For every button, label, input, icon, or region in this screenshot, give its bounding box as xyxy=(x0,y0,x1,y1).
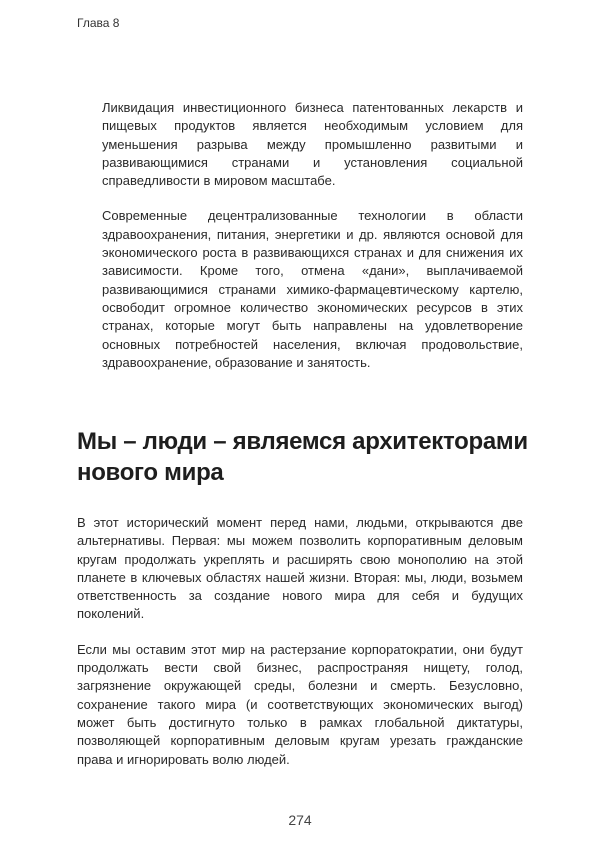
quote-paragraph: Современные децентрализованные технологии в области здравоохранения, питания, энергетики и др. являются основой для экономического роста в развивающихся странах и для снижения их зависимости. Кроме того, отмена «дани», выплачиваемой развивающимися странами химико-фармацевтическому картелю, освободит огромное количество экономических ресурсов в этих странах, которые могут быть направлены на удовлетворение основных потребностей населения, включая продовольствие, здравоохранение, образование и занятость. xyxy=(102,208,523,370)
section-heading: Мы – люди – являемся архитекторами нового мира xyxy=(77,428,528,486)
body-paragraph: Если мы оставим этот мир на растерзание корпоратократии, они будут продолжать вести свой бизнес, распространяя нищету, голод, загрязнение окружающей среды, болезни и смерть. Безусловно, сохранение такого мира (и соответствующих экономических выгод) может быть достигнуто только в рамках глобальной диктатуры, позволяющей корпоративным деловым кругам урезать гражданские права и игнорировать волю людей. xyxy=(77,641,523,767)
section-body xyxy=(77,514,523,786)
quote-paragraph: Ликвидация инвестиционного бизнеса патентованных лекарств и пищевых продуктов является необходимым условием для уменьшения разрыва между промышленно развитыми и развивающимися странами и установления социальной справедливости в мировом масштабе. xyxy=(102,100,523,189)
running-header-chapter: Глава 8 xyxy=(77,16,120,30)
indented-quote-block xyxy=(102,99,523,389)
body-paragraph: В этот исторический момент перед нами, людьми, открываются две альтернативы. Первая: мы можем позволить корпоративным деловым кругам продолжать укреплять и расширять свою монополию на этой планете в ключевых областях нашей жизни. Вторая: мы, люди, возьмем ответственность за создание нового мира для себя и будущих поколений. xyxy=(77,515,523,622)
page-number: 274 xyxy=(288,812,312,828)
